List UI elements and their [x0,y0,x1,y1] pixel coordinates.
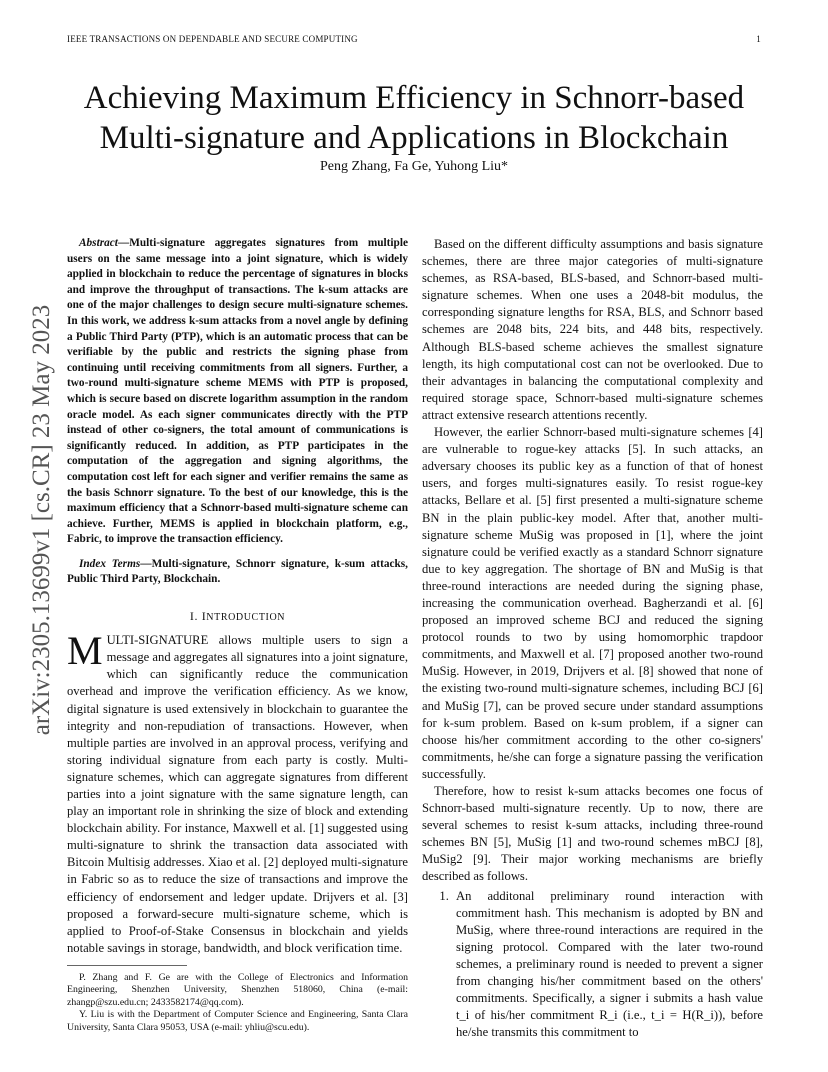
footnote-affiliation-1: P. Zhang and F. Ge are with the College of Electronics and Information Engineering, Shenzhen University, Shenzhen 518060, China (e-mail: zhangp@szu.edu.cn; 2433582174@qq.com). [67,971,408,1008]
index-terms [67,557,408,588]
running-head: IEEE TRANSACTIONS ON DEPENDABLE AND SECURE COMPUTING [67,34,358,44]
footnote-affiliation-2: Y. Liu is with the Department of Computer Science and Engineering, Santa Clara University, Santa Clara 95053, USA (e-mail: yhliu@scu.edu). [67,1009,408,1033]
paper-title: Achieving Maximum Efficiency in Schnorr-based Multi-signature and Applications in Blockchain [83,80,745,156]
abstract-label: Abstract [79,237,118,249]
section-title-rest: NTRODUCTION [206,612,286,624]
list-item: 1. An additonal preliminary round interaction with commitment hash. This mechanism is adopted by BN and MuSig, where three-round interactions are required in the signing protocol. Compared with the later two-round schemes, a preliminary round is needed to prevent a signer from changing his/her commitment based on the others' commitments. Specifically, a signer i submits a hash value t_i of his/her commitment R_i (i.e., t_i = H(R_i)), before he/she transmits this commitment to [452,888,763,1042]
right-column [422,236,763,1041]
intro-paragraph [67,628,408,957]
index-terms-label: Index Terms [79,557,141,570]
body-paragraph-2: However, the earlier Schnorr-based multi-signature schemes [4] are vulnerable to rogue-key attacks [5]. In such attacks, an adversary chooses its public key as a function of that of honest users, and forges multi-signatures easily. To resist rogue-key attacks, Bellare et al. [5] first presented a multi-signature scheme BN in the plain public-key model. After that, another multi-signature scheme MuSig was proposed in [1], where the joint signature could be verified exactly as a standard Schnorr signature due to key aggregation. The shortage of BN and MuSig is that three-round interactions are needed during the signing phase, increasing the communication overhead. Bagherzandi et al. [6] proposed an improved scheme BCJ and reduced the signing protocol rounds to two by using homomorphic trapdoor commitments, and Maxwell et al. [7] proposed another two-round MuSig. However, in 2019, Drijvers et al. [8] showed that none of the existing two-round multi-signature schemes, including BCJ [6] and MuSig [7], can be proved secure under standard assumptions for k-sum problem. Based on k-sum problem, if a signer can choose his/her commitment according to the other co-signers' commitments, he/she can forge a signature passing the verification successfully. [422,425,763,781]
arxiv-stamp-container [22,280,62,760]
paper-authors: Peng Zhang, Fa Ge, Yuhong Liu* [319,159,509,174]
intro-text: ULTI-SIGNATURE allows multiple users to sign a message and aggregates all signatures into a joint signature, which can significantly reduce the communication overhead and improve the verification efficiency. As we know, digital signature is used extensively in blockchain to guarantee the integrity and non-repudiation of transactions. However, when multiple parties are involved in an approval process, verifying and storing individual signature from each party is costly. Multi-signature schemes, which can aggregate signatures from different parties into a joint signature with the same signature length, can play an important role in shrinking the size of block and extending blockchain ability. For instance, Maxwell et al. [1] suggested using multi-signature to shrink the transaction data associated with Bitcoin Multisig addresses. Xiao et al. [2] deployed multi-signature in Fabric so as to reduce the size of transactions and improve the efficiency of endorsement and ledger update. Drijvers et al. [3] proposed a forward-secure multi-signature scheme, which is applied to Proof-of-Stake Consensus in blockchain and yields notable savings in storage, bandwidth, and block verification time. [67,633,408,955]
section-title-first: I [201,609,207,624]
dropcap: M [67,628,103,674]
section-heading-introduction [67,608,408,626]
body-paragraph-1: Based on the different difficulty assumptions and basis signature schemes, there are three major categories of multi-signature schemes, as RSA-based, BLS-based, and Schnorr-based multi-signature schemes. When one uses a 2048-bit modulus, the corresponding signature lengths for RSA, BLS, and Schnorr based schemes are 2048 bits, 224 bits, and 448 bits, respectively. Although BLS-based scheme achieves the smallest signature length, its high computational cost can not be overlooked. Due to their advantages in balancing the computational complexity and required storage space, Schnorr-based multi-signature schemes attract extensive research attentions recently. [422,237,763,422]
footnote-rule [67,965,187,966]
section-number: I. [189,609,199,624]
left-column [67,236,408,1034]
arxiv-stamp: arXiv:2305.13699v1 [cs.CR] 23 May 2023 [28,304,55,736]
index-terms-text: —Multi-signature, Schnorr signature, k-sum attacks, Public Third Party, Blockchain. [67,557,408,586]
abstract [67,236,408,548]
mechanism-list [422,888,763,1042]
page-number: 1 [756,34,761,44]
abstract-text: —Multi-signature aggregates signatures from multiple users on the same message into a joint signature, which is widely applied in blockchain to reduce the percentage of signatures in blocks and improve the throughput of transactions. The k-sum attacks are one of the major challenges to design secure multi-signature schemes. In this work, we address k-sum attacks from a novel angle by defining a Public Third Party (PTP), which is an automatic process that can be verifiable by the public and restricts the signing phase from continuing until receiving commitments from all signers. Further, a two-round multi-signature scheme MEMS with PTP is proposed, which is secure based on discrete logarithm assumption in the random oracle model. As each signer communicates directly with the PTP instead of other co-signers, the total amount of communications is significantly reduced. In addition, as PTP participates in the computation of the aggregation and signing algorithms, the computation cost left for each signer and verifier remains the same as the basis Schnorr signature. To the best of our knowledge, this is the maximum efficiency that a Schnorr-based multi-signature scheme can achieve. Further, MEMS is applied in blockchain platform, e.g., Fabric, to improve the transaction efficiency. [67,237,408,546]
body-paragraph-3: Therefore, how to resist k-sum attacks becomes one focus of Schnorr-based multi-signature recently. Up to now, there are several schemes to resist k-sum attacks, including three-round schemes BN [5], MuSig [1] and two-round schemes mBCJ [8], MuSig2 [9]. Their major working mechanisms are briefly described as follows. [422,784,763,884]
